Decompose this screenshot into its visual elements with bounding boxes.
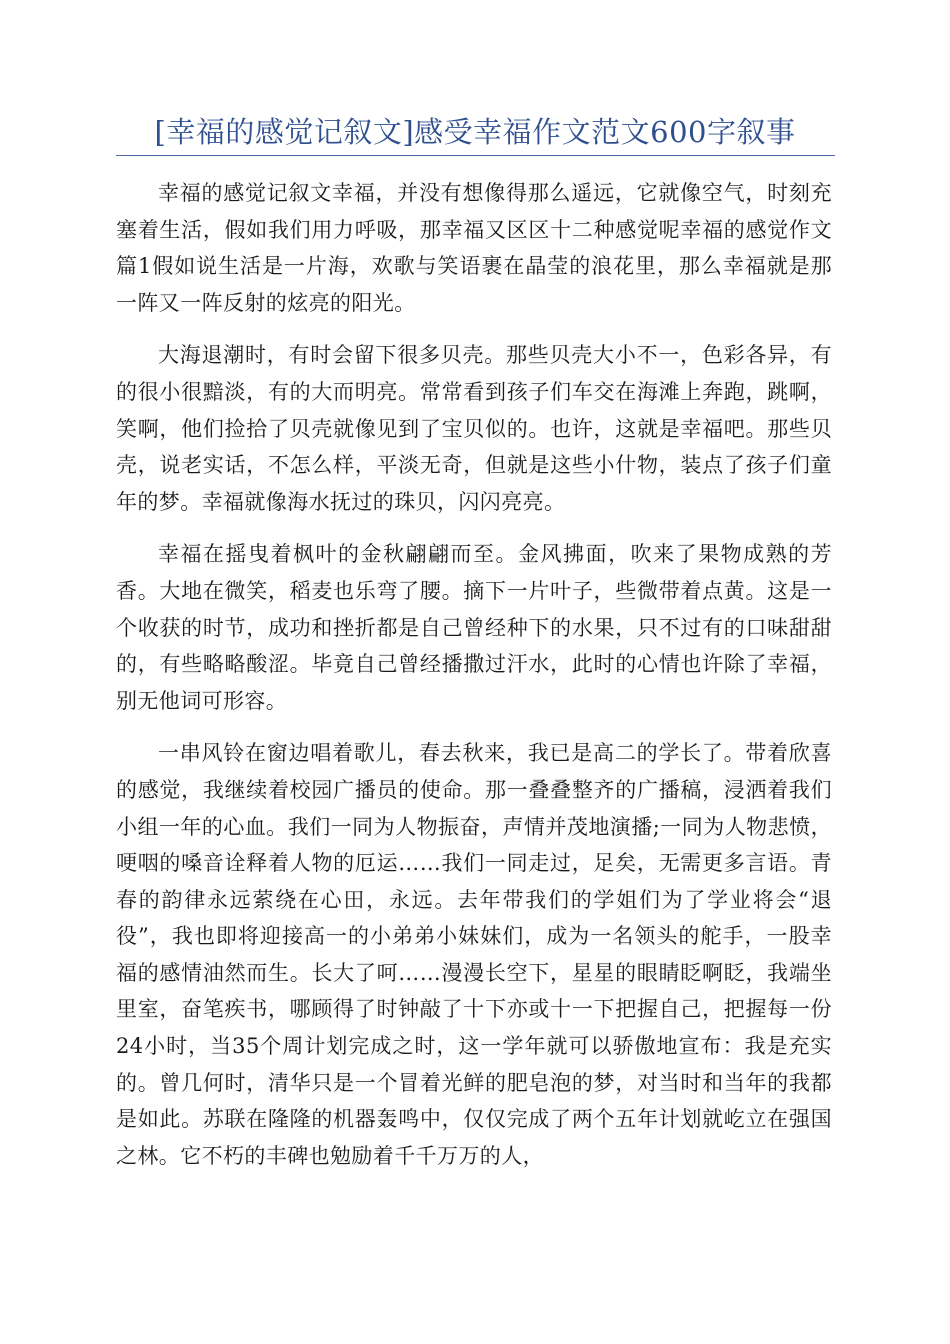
paragraph-4: 一串风铃在窗边唱着歌儿，春去秋来，我已是高二的学长了。带着欣喜的感觉，我继续着校园广播员的使命。那一叠叠整齐的广播稿，浸洒着我们小组一年的心血。我们一同为人物振奋，声情并茂地演播;一同为人物悲愤，哽咽的嗓音诠释着人物的厄运……我们一同走过，足矣，无需更多言语。青春的韵律永远萦绕在心田，永远。去年带我们的学姐们为了学业将会“退役”，我也即将迎接高一的小弟弟小妹妹们，成为一名领头的舵手，一股幸福的感情油然而生。长大了呵……漫漫长空下，星星的眼睛眨啊眨，我端坐里室，奋笔疾书，哪顾得了时钟敲了十下亦或十一下把握自己，把握每一份24小时，当35个周计划完成之时，这一学年就可以骄傲地宣布：我是充实的。曾几何时，清华只是一个冒着光鲜的肥皂泡的梦，对当时和当年的我都是如此。苏联在隆隆的机器轰鸣中，仅仅完成了两个五年计划就屹立在强国之林。它不朽的丰碑也勉励着千千万万的人，: [116, 741, 832, 1168]
article-body: [116, 175, 832, 1190]
page-title: [幸福的感觉记叙文]感受幸福作文范文600字叙事: [154, 115, 796, 149]
paragraph-1: 幸福的感觉记叙文幸福，并没有想像得那么遥远，它就像空气，时刻充塞着生活，假如我们用力呼吸，那幸福又区区十二种感觉呢幸福的感觉作文篇1假如说生活是一片海，欢歌与笑语裹在晶莹的浪花里，那么幸福就是那一阵又一阵反射的炫亮的阳光。: [116, 181, 832, 315]
title-underline: [116, 155, 835, 156]
paragraph-2: 大海退潮时，有时会留下很多贝壳。那些贝壳大小不一，色彩各异，有的很小很黯淡，有的大而明亮。常常看到孩子们车交在海滩上奔跑，跳啊，笑啊，他们捡拾了贝壳就像见到了宝贝似的。也许，这就是幸福吧。那些贝壳，说老实话，不怎么样，平淡无奇，但就是这些小什物，装点了孩子们童年的梦。幸福就像海水抚过的珠贝，闪闪亮亮。: [116, 343, 832, 514]
paragraph-3: 幸福在摇曳着枫叶的金秋翩翩而至。金风拂面，吹来了果物成熟的芳香。大地在微笑，稻麦也乐弯了腰。摘下一片叶子，些微带着点黄。这是一个收获的时节，成功和挫折都是自己曾经种下的水果，只不过有的口味甜甜的，有些略略酸涩。毕竟自己曾经播撒过汗水，此时的心情也许除了幸福，别无他词可形容。: [116, 542, 832, 713]
